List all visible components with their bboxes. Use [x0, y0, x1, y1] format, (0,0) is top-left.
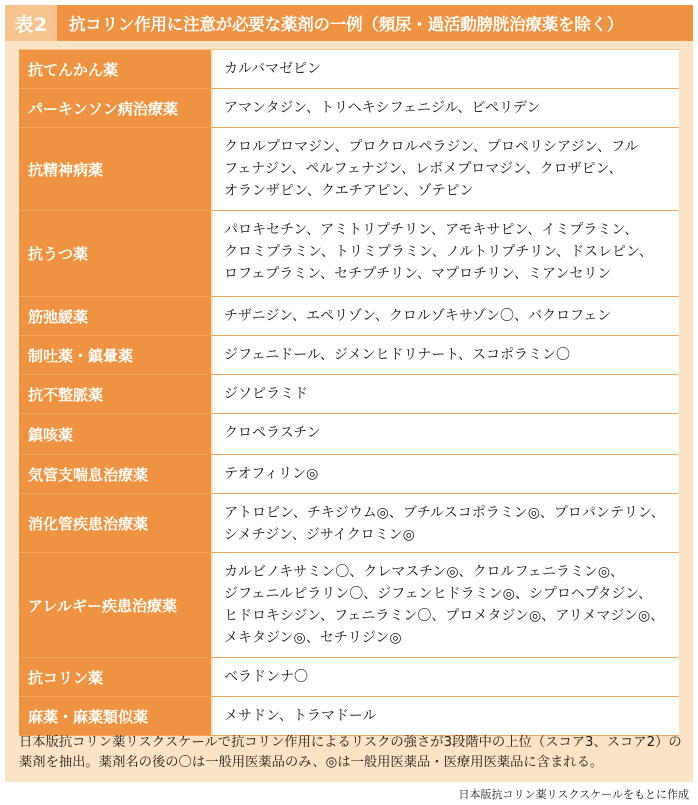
category-cell: 気管支喘息治療薬 [19, 455, 213, 493]
table-panel [5, 5, 693, 782]
category-cell: 抗てんかん薬 [19, 50, 213, 88]
drug-list-cell: アマンタジン、トリヘキシフェニジル、ビペリデン [224, 100, 541, 116]
drug-list-cell: アトロピン、チキジウム◎、ブチルスコポラミン◎、プロパンテリン、 シメチジン、ジサイクロミン◎ [224, 505, 665, 543]
source-credit: 日本版抗コリン薬リスクスケールをもとに作成 [458, 788, 689, 801]
drug-list-cell: チザニジン、エペリゾン、クロルゾキサゾン〇、バクロフェン [224, 308, 612, 324]
category-cell: 制吐薬・鎮暈薬 [19, 336, 213, 374]
drug-list-cell: カルバマゼピン [224, 61, 322, 77]
table-row [19, 494, 679, 553]
drug-table [19, 49, 679, 736]
table-row [19, 89, 679, 128]
category-cell: パーキンソン病治療薬 [19, 89, 213, 127]
table-row [19, 50, 679, 89]
category-cell: 抗コリン薬 [19, 658, 213, 696]
table-number-label: 表2 [5, 5, 57, 41]
table-row [19, 297, 679, 336]
drug-list-cell: パロキセチン、アミトリプチリン、アモキサピン、イミプラミン、 クロミプラミン、トリミプラミン、ノルトリプチリン、ドスレピン、 ロフェプラミン、セチプチリン、マプロチリン、ミアンセリン [224, 222, 653, 282]
category-cell: 抗不整脈薬 [19, 375, 213, 413]
category-cell: 消化管疾患治療薬 [19, 494, 213, 552]
drug-list-cell: クロルプロマジン、プロクロルペラジン、プロペリシアジン、フル フェナジン、ペルフェナジン、レボメプロマジン、クロザピン、 オランザピン、クエチアピン、ゾテピン [224, 139, 639, 199]
table-row [19, 414, 679, 455]
category-cell: 鎮咳薬 [19, 414, 213, 454]
category-cell: アレルギー疾患治療薬 [19, 553, 213, 657]
table-row [19, 336, 679, 375]
table-row [19, 658, 679, 697]
drug-list-cell: ジソピラミド [224, 386, 308, 402]
drug-list-cell: カルビノキサミン〇、クレマスチン◎、クロルフェニラミン◎、 ジフェニルピラリン〇、ジフェンヒドラミン◎、シプロヘプタジン、 ヒドロキシジン、フェニラミン〇、プロメタジン◎、アリメマジン◎、 メキタジン◎、セチリジン◎ [224, 564, 665, 646]
category-cell: 抗精神病薬 [19, 128, 213, 210]
drug-list-cell: クロペラスチン [224, 425, 321, 441]
category-cell: 筋弛緩薬 [19, 297, 213, 335]
title-bar [5, 5, 693, 41]
drug-list-cell: メサドン、トラマドール [224, 708, 377, 724]
category-cell: 麻薬・麻薬類似薬 [19, 697, 213, 735]
table-row [19, 211, 679, 297]
table-row [19, 128, 679, 211]
footnote: 日本版抗コリン薬リスクスケールで抗コリン作用によるリスクの強さが3段階中の上位（スコア3、スコア2）の薬剤を抽出。薬剤名の後の〇は一般用医薬品のみ、◎は一般用医薬品・医療用医薬品に含まれる。 [19, 735, 682, 770]
category-cell: 抗うつ薬 [19, 211, 213, 296]
table-title: 抗コリン作用に注意が必要な薬剤の一例（頻尿・過活動膀胱治療薬を除く） [69, 15, 624, 34]
drug-list-cell: テオフィリン◎ [224, 466, 319, 482]
drug-list-cell: ジフェニドール、ジメンヒドリナート、スコポラミン〇 [224, 347, 570, 363]
drug-list-cell: ベラドンナ〇 [224, 669, 308, 685]
table-row [19, 455, 679, 494]
table-row [19, 375, 679, 414]
table-row [19, 553, 679, 658]
table-row [19, 697, 679, 736]
